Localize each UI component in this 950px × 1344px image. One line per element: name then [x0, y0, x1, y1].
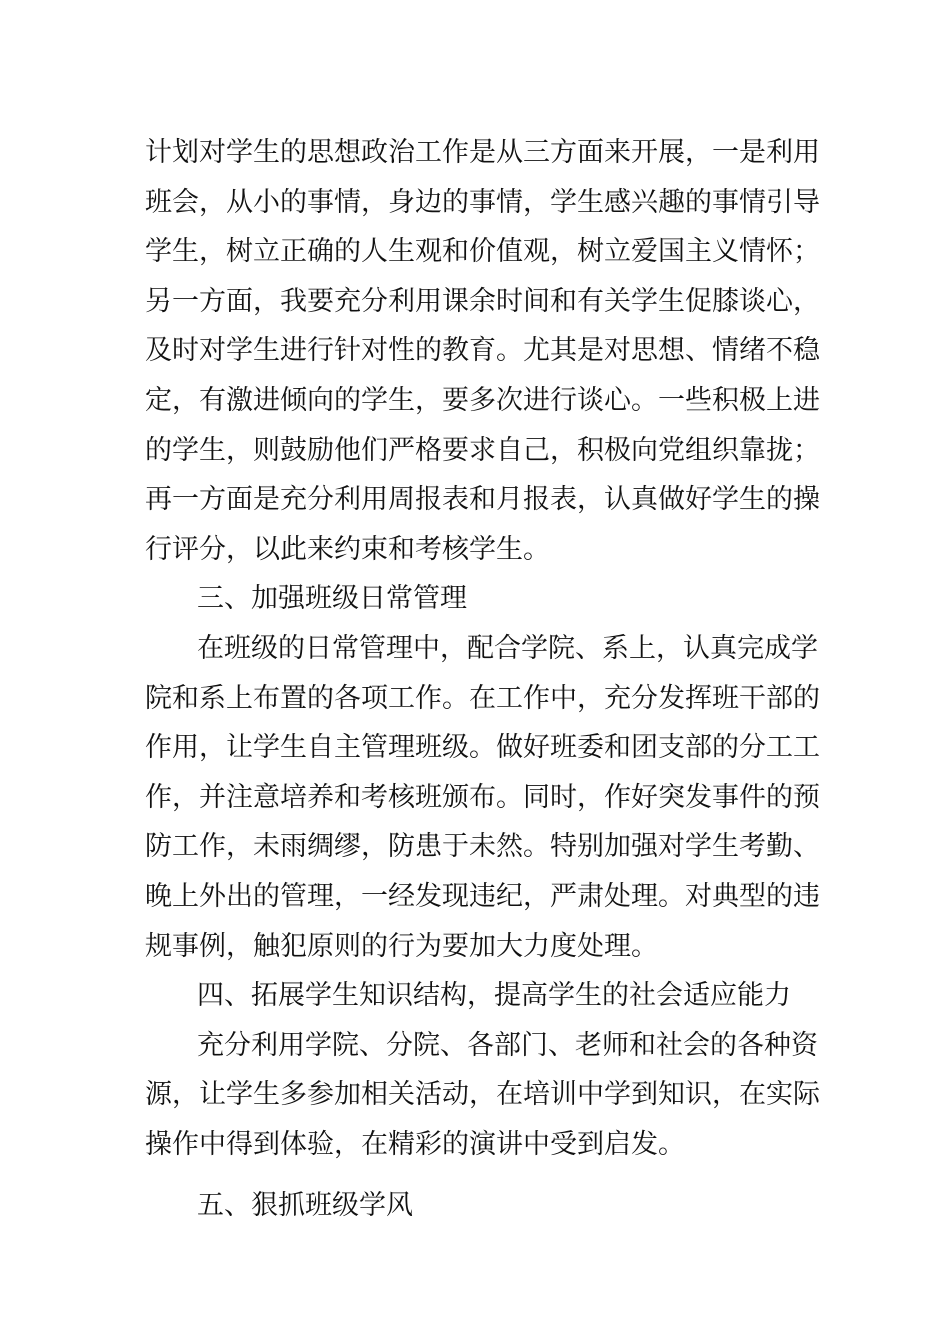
text-line: 作用，让学生自主管理班级。做好班委和团支部的分工工 [145, 732, 820, 764]
text-line: 及时对学生进行针对性的教育。尤其是对思想、情绪不稳 [145, 335, 820, 367]
text-line: 源，让学生多参加相关活动，在培训中学到知识，在实际 [145, 1079, 820, 1111]
text-line: 另一方面，我要充分利用课余时间和有关学生促膝谈心， [145, 285, 820, 317]
text-line: 院和系上布置的各项工作。在工作中，充分发挥班干部的 [145, 682, 820, 714]
section-heading-daily-management: 三、加强班级日常管理 [197, 583, 467, 615]
text-line: 定，有激进倾向的学生，要多次进行谈心。一些积极上进 [145, 384, 820, 416]
section-heading-study-style: 五、狠抓班级学风 [197, 1190, 413, 1222]
text-line: 充分利用学院、分院、各部门、老师和社会的各种资 [197, 1029, 818, 1061]
text-line: 作，并注意培养和考核班颁布。同时，作好突发事件的预 [145, 781, 820, 813]
paragraph-knowledge-structure [145, 1021, 820, 1170]
text-line: 晚上外出的管理，一经发现违纪，严肃处理。对典型的违 [145, 880, 820, 912]
text-line: 再一方面是充分利用周报表和月报表，认真做好学生的操 [145, 484, 820, 516]
text-line: 行评分，以此来约束和考核学生。 [145, 533, 550, 565]
document-body [145, 128, 820, 1231]
text-line: 防工作，未雨绸缪，防患于未然。特别加强对学生考勤、 [145, 831, 820, 863]
text-line: 学生，树立正确的人生观和价值观，树立爱国主义情怀； [145, 236, 820, 268]
text-line: 计划对学生的思想政治工作是从三方面来开展，一是利用 [145, 137, 820, 168]
paragraph-daily-management [145, 624, 820, 971]
paragraph-political-work [145, 128, 820, 574]
section-heading-knowledge-structure: 四、拓展学生知识结构，提高学生的社会适应能力 [197, 980, 791, 1012]
text-line: 的学生，则鼓励他们严格要求自己，积极向党组织靠拢； [145, 434, 820, 466]
text-line: 班会，从小的事情，身边的事情，学生感兴趣的事情引导 [145, 186, 820, 218]
text-line: 操作中得到体验，在精彩的演讲中受到启发。 [145, 1128, 685, 1160]
text-line: 在班级的日常管理中，配合学院、系上，认真完成学 [197, 632, 818, 664]
text-line: 规事例，触犯原则的行为要加大力度处理。 [145, 930, 658, 962]
